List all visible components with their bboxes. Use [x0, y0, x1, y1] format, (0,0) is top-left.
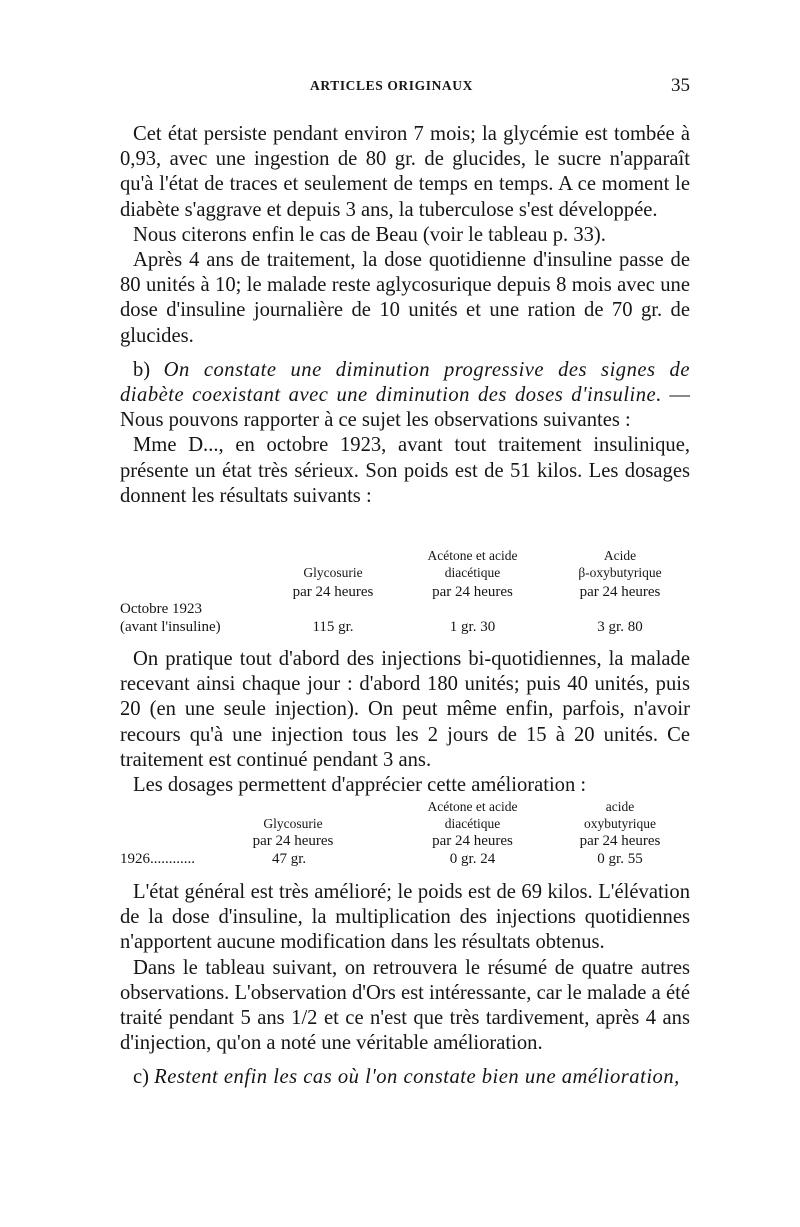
dosage-table-1926: [120, 798, 690, 873]
col2-unit: par 24 heures: [432, 584, 513, 600]
paragraph: On pratique tout d'abord des injections bi-quotidiennes, la malade recevant ainsi chaque jour : d'abord 180 unités; puis 40 unités, puis 20 (en une seule injection). On peut même enfin, parfois, n'avoir recours qu'à une injection tous les 2 jours de 15 à 20 unités. Ce traitement est continué pendant 3 ans.: [120, 648, 690, 771]
section-b-title: On constate une diminution progressive des signes de diabète coexistant avec une diminution des doses d'insuline.: [120, 358, 690, 407]
col3-header-line1: acide: [605, 799, 635, 814]
col3-header-line2: oxybutyrique: [584, 816, 656, 831]
page-header: [120, 75, 690, 100]
paragraph: Nous citerons enfin le cas de Beau (voir le tableau p. 33).: [133, 223, 606, 246]
col1-unit: par 24 heures: [292, 584, 374, 600]
col3-header-line1: Acide: [603, 548, 637, 563]
section-c-marker: c): [133, 1066, 155, 1089]
running-title: ARTICLES ORIGINAUX: [310, 78, 473, 93]
section-b-marker: b): [133, 358, 164, 381]
col2-unit: par 24 heures: [432, 833, 513, 849]
glycosurie-value: 47 gr.: [272, 851, 307, 867]
acide-value: 3 gr. 80: [597, 619, 643, 635]
paragraph: Après 4 ans de traitement, la dose quotidienne d'insuline passe de 80 unités à 10; le malade reste aglycosurique depuis 8 mois avec une dose d'insuline journalière de 10 unités et une ration de 70 gr. de glucides.: [120, 249, 690, 347]
glycosurie-value: 115 gr.: [312, 619, 354, 635]
section-c-title: Restent enfin les cas où l'on constate bien une amélioration,: [154, 1066, 680, 1089]
row-label-line1: Octobre 1923: [120, 601, 203, 617]
text-block-3: [120, 880, 690, 1091]
text-block-1: [120, 122, 690, 509]
row-label: 1926............: [120, 851, 195, 867]
col2-header-line1: Acétone et acide: [427, 799, 518, 814]
paragraph: Mme D..., en octobre 1923, avant tout traitement insulinique, présente un état très sérieux. Son poids est de 51 kilos. Les dosages donnent les résultats suivants :: [120, 434, 690, 507]
acetone-value: 0 gr. 24: [449, 851, 496, 867]
col2-header-line2: diacétique: [444, 816, 501, 831]
col2-header-line1: Acétone et acide: [427, 548, 518, 563]
acide-value: 0 gr. 55: [597, 851, 643, 867]
page-number: 35: [671, 75, 690, 96]
col1-header: Glycosurie: [303, 565, 363, 580]
section-c-paragraph: [120, 1065, 690, 1090]
text-block-2: [120, 647, 690, 798]
col3-unit: par 24 heures: [579, 833, 661, 849]
col3-header-line2: β-oxybutyrique: [578, 565, 662, 580]
paragraph: L'état général est très amélioré; le poids est de 69 kilos. L'élévation de la dose d'insuline, la multiplication des injections quotidiennes n'apportent aucune modification dans les résultats obtenus.: [120, 881, 690, 954]
section-b-paragraph: [120, 358, 690, 434]
paragraph: Cet état persiste pendant environ 7 mois; la glycémie est tombée à 0,93, avec une ingestion de 80 gr. de glucides, le sucre n'apparaît qu'à l'état de traces et seulement de temps en temps. A ce moment le diabète s'aggrave et depuis 3 ans, la tuberculose s'est développée.: [120, 123, 690, 221]
col1-header: Glycosurie: [263, 816, 323, 831]
paragraph: Les dosages permettent d'apprécier cette amélioration :: [133, 774, 587, 797]
col1-unit: par 24 heures: [252, 833, 334, 849]
col2-header-line2: diacétique: [444, 565, 501, 580]
row-label-line2: (avant l'insuline): [120, 619, 221, 635]
col3-unit: par 24 heures: [579, 584, 661, 600]
section-b-rest: — Nous pouvons rapporter à ce sujet les observations suivantes :: [120, 384, 690, 432]
acetone-value: 1 gr. 30: [449, 619, 496, 635]
paragraph: Dans le tableau suivant, on retrouvera le résumé de quatre autres observations. L'observation d'Ors est intéressante, car le malade a été traité pendant 5 ans 1/2 et ce n'est que très tardivement, après 4 ans d'injection, qu'on a noté une véritable amélioration.: [120, 956, 690, 1055]
dosage-table-1923: [120, 547, 690, 637]
